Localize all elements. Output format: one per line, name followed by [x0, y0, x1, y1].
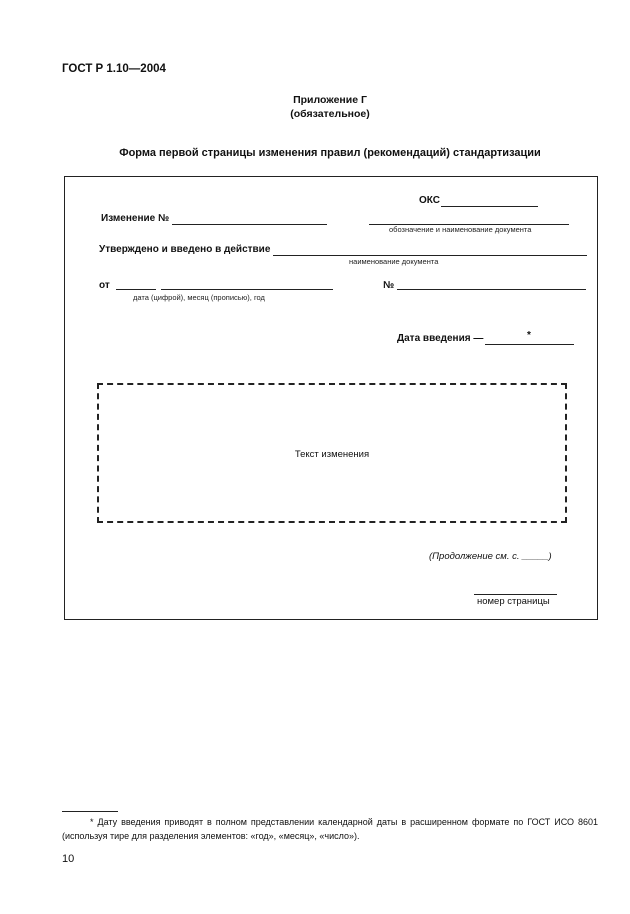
page-number-caption: номер страницы — [477, 596, 550, 607]
approved-label: Утверждено и введено в действие — [99, 244, 271, 255]
change-text-label: Текст изменения — [294, 449, 370, 460]
oks-field-line — [441, 206, 538, 207]
change-number-label: Изменение № — [101, 213, 170, 224]
oks-label: ОКС — [419, 195, 440, 206]
continuation-note: (Продолжение см. с. _____) — [429, 551, 552, 562]
footnote-marker: * — [90, 817, 94, 827]
page-number: 10 — [62, 853, 75, 865]
asterisk-mark: * — [527, 330, 531, 341]
number-line — [397, 289, 586, 290]
change-text-box — [97, 383, 567, 523]
change-number-line — [172, 224, 327, 225]
document-name-line — [273, 255, 587, 256]
designation-caption: обозначение и наименование документа — [389, 225, 532, 234]
footnote-rule — [62, 811, 118, 812]
footnote — [62, 815, 598, 843]
intro-date-label: Дата введения — — [397, 333, 484, 344]
form-frame — [64, 176, 598, 620]
form-title: Форма первой страницы изменения правил (рекомендаций) стандартизации — [119, 147, 541, 159]
date-line — [161, 289, 333, 290]
document-code-header: ГОСТ Р 1.10—2004 — [62, 63, 166, 75]
footnote-text: Дату введения приводят в полном представлении календарной даты в расширенном формате по ГОСТ ИСО 8601 (используя тире для разделения элементов: «год», «месяц», «число»). — [62, 817, 598, 841]
number-label: № — [383, 280, 395, 291]
intro-date-line — [485, 344, 574, 345]
from-label: от — [99, 280, 110, 291]
day-line — [116, 289, 156, 290]
appendix-title: Приложение Г — [293, 94, 367, 106]
document-name-caption: наименование документа — [349, 257, 439, 266]
appendix-status: (обязательное) — [290, 108, 370, 120]
page-number-line — [474, 594, 557, 595]
date-caption: дата (цифрой), месяц (прописью), год — [133, 293, 265, 302]
